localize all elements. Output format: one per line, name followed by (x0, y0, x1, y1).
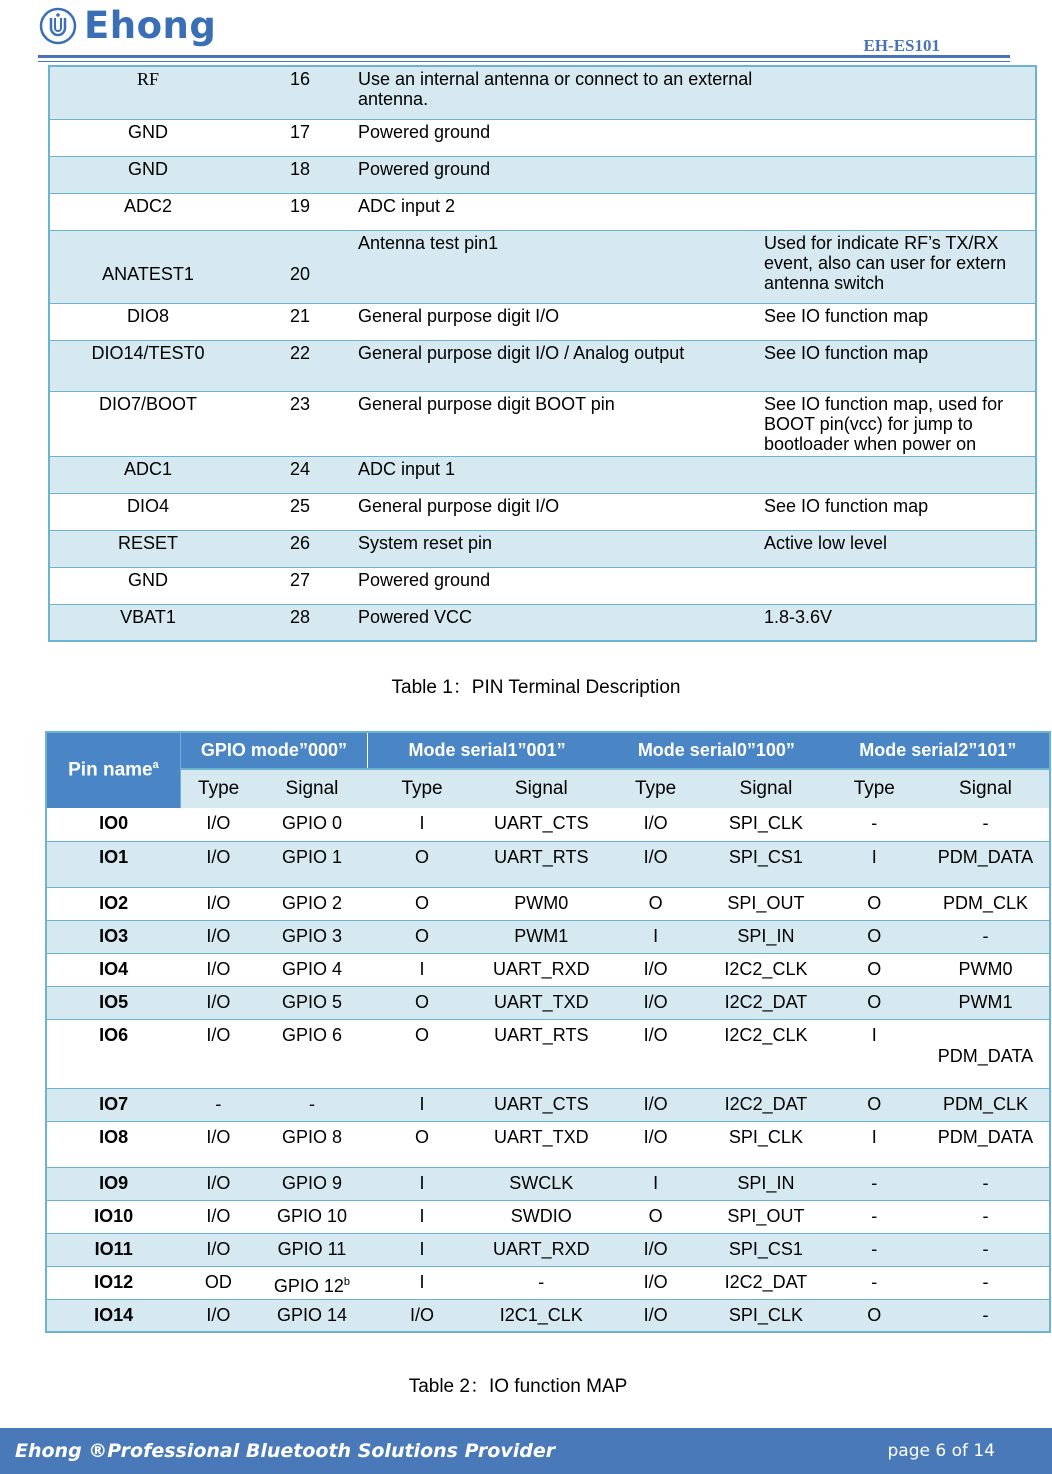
pin-number-cell: 18 (246, 156, 354, 193)
io-type-cell: I/O (180, 920, 256, 953)
pin-row (49, 340, 1036, 391)
io-pin-name-cell: IO4 (46, 953, 180, 986)
io-signal-cell: UART_TXD (477, 986, 607, 1019)
io-pin-name-cell: IO5 (46, 986, 180, 1019)
io-type-cell: I/O (180, 808, 256, 841)
io-type-cell: I (606, 1167, 705, 1200)
pin-number-cell: 27 (246, 567, 354, 604)
io-pin-name-cell: IO9 (46, 1167, 180, 1200)
pin-note-cell: Used for indicate RF’s TX/RX event, also can user for extern antenna switch (760, 230, 1036, 303)
pin-description-cell: Antenna test pin1 (354, 230, 760, 303)
io-signal-cell: PWM0 (477, 887, 607, 920)
pin-row (49, 567, 1036, 604)
document-number: EH-ES101 (863, 36, 940, 55)
pin-description-cell: Powered ground (354, 119, 760, 156)
type-header: Type (180, 769, 256, 808)
header-divider (38, 55, 1010, 58)
pin-name-cell: ADC1 (49, 456, 246, 493)
io-signal-cell: GPIO 11 (256, 1233, 367, 1266)
io-signal-cell: SWCLK (477, 1167, 607, 1200)
pin-number-cell: 16 (246, 66, 354, 119)
io-type-cell: O (827, 1299, 922, 1332)
pin-description-cell: General purpose digit I/O / Analog output (354, 340, 760, 391)
pin-note-cell (760, 193, 1036, 230)
ehong-logo-icon (38, 6, 78, 46)
io-pin-name-cell: IO6 (46, 1019, 180, 1088)
io-row (46, 887, 1050, 920)
io-type-cell: I/O (180, 953, 256, 986)
pin-number-cell: 20 (246, 230, 354, 303)
pin-note-cell (760, 66, 1036, 119)
io-signal-cell: - (922, 808, 1050, 841)
io-type-cell: O (827, 986, 922, 1019)
pin-name-cell: DIO14/TEST0 (49, 340, 246, 391)
io-signal-cell: I2C2_CLK (705, 953, 826, 986)
io-type-cell: I/O (606, 841, 705, 887)
type-header: Type (368, 769, 477, 808)
io-type-cell: I/O (606, 1266, 705, 1299)
pin-name-cell: GND (49, 119, 246, 156)
pin-name-cell: DIO7/BOOT (49, 391, 246, 456)
io-signal-cell: I2C1_CLK (477, 1299, 607, 1332)
io-type-cell: - (827, 1266, 922, 1299)
io-signal-cell: SPI_CLK (705, 1299, 826, 1332)
io-signal-cell: I2C2_CLK (705, 1019, 826, 1088)
pin-number-cell: 19 (246, 193, 354, 230)
pin-description-cell: Powered VCC (354, 604, 760, 641)
io-signal-cell: SPI_OUT (705, 1200, 826, 1233)
io-row (46, 1121, 1050, 1167)
io-signal-cell: SPI_CS1 (705, 1233, 826, 1266)
page-footer (0, 1428, 1052, 1474)
footnote-marker: b (343, 1275, 351, 1288)
pin-row (49, 391, 1036, 456)
io-type-cell: I/O (606, 1233, 705, 1266)
io-signal-cell: GPIO 4 (256, 953, 367, 986)
pin-row (49, 303, 1036, 340)
io-row (46, 1088, 1050, 1121)
io-type-cell: I (368, 1233, 477, 1266)
pin-description-cell: ADC input 1 (354, 456, 760, 493)
signal-header: Signal (256, 769, 367, 808)
mode-serial2-header: Mode serial2”101” (827, 732, 1050, 769)
pin-row (49, 156, 1036, 193)
pin-number-cell: 22 (246, 340, 354, 391)
pin-name-cell: DIO8 (49, 303, 246, 340)
io-signal-cell: PWM1 (922, 986, 1050, 1019)
pin-name-cell: GND (49, 156, 246, 193)
pin-note-cell (760, 456, 1036, 493)
io-type-cell: OD (180, 1266, 256, 1299)
io-type-cell: I (827, 841, 922, 887)
pin-name-cell: DIO4 (49, 493, 246, 530)
pin-name-cell: RESET (49, 530, 246, 567)
pin-name-cell: ANATEST1 (49, 230, 246, 303)
io-signal-cell: - (922, 920, 1050, 953)
page-number: page 6 of 14 (887, 1441, 995, 1461)
io-type-cell: I/O (606, 986, 705, 1019)
io-signal-cell: I2C2_DAT (705, 986, 826, 1019)
io-type-cell: I (368, 953, 477, 986)
io-signal-cell: GPIO 10 (256, 1200, 367, 1233)
io-type-cell: I/O (606, 1121, 705, 1167)
io-signal-cell: PDM_CLK (922, 1088, 1050, 1121)
io-signal-cell: GPIO 1 (256, 841, 367, 887)
io-signal-cell: UART_CTS (477, 1088, 607, 1121)
io-signal-cell: PWM1 (477, 920, 607, 953)
io-pin-name-cell: IO2 (46, 887, 180, 920)
io-type-cell: I/O (606, 1299, 705, 1332)
pin-description-cell: General purpose digit I/O (354, 493, 760, 530)
pin-number-cell: 28 (246, 604, 354, 641)
io-signal-cell: GPIO 5 (256, 986, 367, 1019)
io-row (46, 1299, 1050, 1332)
io-row (46, 1167, 1050, 1200)
pin-note-cell: See IO function map (760, 493, 1036, 530)
pin-row (49, 193, 1036, 230)
io-type-cell: O (368, 920, 477, 953)
io-signal-cell: - (922, 1233, 1050, 1266)
io-function-table (45, 731, 1051, 1333)
io-type-cell: I (368, 1088, 477, 1121)
io-signal-cell: - (922, 1299, 1050, 1332)
io-pin-name-cell: IO0 (46, 808, 180, 841)
io-signal-cell: SPI_IN (705, 920, 826, 953)
io-type-cell: O (827, 953, 922, 986)
io-pin-name-cell: IO1 (46, 841, 180, 887)
pin-description-cell: System reset pin (354, 530, 760, 567)
io-row (46, 841, 1050, 887)
io-signal-cell: SPI_CLK (705, 808, 826, 841)
pin-row (49, 604, 1036, 641)
pin-name-cell: RF (49, 66, 246, 119)
io-signal-cell: PDM_CLK (922, 887, 1050, 920)
pin-number-cell: 21 (246, 303, 354, 340)
io-type-cell: O (368, 841, 477, 887)
pin-note-cell (760, 156, 1036, 193)
pin-row (49, 66, 1036, 119)
io-signal-cell: I2C2_DAT (705, 1088, 826, 1121)
io-signal-cell: - (477, 1266, 607, 1299)
io-signal-cell: UART_RTS (477, 1019, 607, 1088)
table1-caption: Table 1：PIN Terminal Description (391, 677, 681, 698)
pin-number-cell: 17 (246, 119, 354, 156)
io-type-cell: I (606, 920, 705, 953)
io-row (46, 920, 1050, 953)
io-type-cell: I/O (606, 808, 705, 841)
pin-number-cell: 26 (246, 530, 354, 567)
pin-row (49, 493, 1036, 530)
pin-description-cell: Powered ground (354, 567, 760, 604)
pin-note-cell (760, 119, 1036, 156)
io-row (46, 1233, 1050, 1266)
io-signal-cell: - (256, 1088, 367, 1121)
pin-description-cell: General purpose digit BOOT pin (354, 391, 760, 456)
io-type-cell: I/O (180, 1233, 256, 1266)
io-pin-name-cell: IO12 (46, 1266, 180, 1299)
io-signal-cell: SPI_IN (705, 1167, 826, 1200)
pin-row (49, 530, 1036, 567)
pin-note-cell: Active low level (760, 530, 1036, 567)
io-type-cell: O (606, 1200, 705, 1233)
io-signal-cell: - (922, 1200, 1050, 1233)
io-pin-name-cell: IO14 (46, 1299, 180, 1332)
io-type-cell: I (827, 1121, 922, 1167)
io-pin-name-cell: IO11 (46, 1233, 180, 1266)
io-signal-cell: UART_RXD (477, 953, 607, 986)
io-type-cell: O (606, 887, 705, 920)
page-header (0, 0, 1052, 70)
io-row (46, 808, 1050, 841)
pin-description-cell: Powered ground (354, 156, 760, 193)
pin-note-cell (760, 567, 1036, 604)
io-type-cell: I (368, 1266, 477, 1299)
io-signal-cell: PDM_DATA (922, 1019, 1050, 1088)
io-signal-cell: GPIO 9 (256, 1167, 367, 1200)
io-type-cell: I/O (180, 1200, 256, 1233)
io-type-cell: - (827, 1167, 922, 1200)
io-signal-cell: SPI_CLK (705, 1121, 826, 1167)
io-row (46, 1200, 1050, 1233)
pin-description-cell: Use an internal antenna or connect to an external antenna. (354, 66, 760, 119)
type-header: Type (606, 769, 705, 808)
io-signal-cell: UART_CTS (477, 808, 607, 841)
io-type-cell: O (827, 920, 922, 953)
io-type-cell: O (827, 1088, 922, 1121)
pin-number-cell: 25 (246, 493, 354, 530)
pin-row (49, 456, 1036, 493)
io-signal-text: GPIO 12 (273, 1275, 344, 1296)
mode-serial0-header: Mode serial0”100” (606, 732, 827, 769)
io-signal-cell: - (922, 1266, 1050, 1299)
io-type-cell: I (368, 808, 477, 841)
io-pin-name-cell: IO10 (46, 1200, 180, 1233)
pin-row (49, 119, 1036, 156)
io-signal-cell: UART_TXD (477, 1121, 607, 1167)
pin-note-cell: See IO function map, used for BOOT pin(vcc) for jump to bootloader when power on (760, 391, 1036, 456)
io-type-cell: - (827, 808, 922, 841)
io-type-cell: - (827, 1200, 922, 1233)
io-type-cell: O (827, 887, 922, 920)
io-signal-cell: SWDIO (477, 1200, 607, 1233)
io-type-cell: I/O (180, 1019, 256, 1088)
io-signal-cell: GPIO 2 (256, 887, 367, 920)
io-signal-cell: PDM_DATA (922, 1121, 1050, 1167)
footer-tagline: Ehong ®Professional Bluetooth Solutions Provider (15, 1440, 556, 1462)
io-signal-cell (256, 1266, 367, 1299)
io-type-cell: I (368, 1167, 477, 1200)
io-signal-cell: PDM_DATA (922, 841, 1050, 887)
io-signal-cell: SPI_CS1 (705, 841, 826, 887)
io-type-cell: O (368, 1121, 477, 1167)
pin-name-cell: ADC2 (49, 193, 246, 230)
pin-note-cell: See IO function map (760, 303, 1036, 340)
io-signal-cell: GPIO 3 (256, 920, 367, 953)
signal-header: Signal (477, 769, 607, 808)
io-signal-cell: GPIO 8 (256, 1121, 367, 1167)
pin-number-cell: 24 (246, 456, 354, 493)
pin-terminal-table (48, 65, 1037, 642)
table2-caption: Table 2：IO function MAP (408, 1376, 628, 1397)
io-type-cell: I (368, 1200, 477, 1233)
pin-row (49, 230, 1036, 303)
io-signal-cell: GPIO 6 (256, 1019, 367, 1088)
io-signal-cell: SPI_OUT (705, 887, 826, 920)
io-type-cell: O (368, 986, 477, 1019)
signal-header: Signal (705, 769, 826, 808)
io-row (46, 953, 1050, 986)
io-type-cell: O (368, 887, 477, 920)
mode-gpio-header: GPIO mode”000” (180, 732, 367, 769)
io-signal-cell: GPIO 0 (256, 808, 367, 841)
io-signal-cell: I2C2_DAT (705, 1266, 826, 1299)
io-type-cell: I/O (180, 1121, 256, 1167)
io-type-cell: I/O (180, 1167, 256, 1200)
io-type-cell: I/O (180, 1299, 256, 1332)
io-type-cell: I/O (606, 1088, 705, 1121)
io-type-cell: O (368, 1019, 477, 1088)
io-row (46, 1266, 1050, 1299)
io-signal-cell: - (922, 1167, 1050, 1200)
io-type-cell: I (827, 1019, 922, 1088)
header-divider-thin (38, 61, 1010, 62)
pin-description-cell: General purpose digit I/O (354, 303, 760, 340)
io-pin-name-cell: IO8 (46, 1121, 180, 1167)
io-type-cell: I/O (180, 986, 256, 1019)
io-type-cell: - (180, 1088, 256, 1121)
io-type-cell: I/O (180, 887, 256, 920)
io-type-cell: I/O (180, 841, 256, 887)
io-pin-name-cell: IO7 (46, 1088, 180, 1121)
pin-number-cell: 23 (246, 391, 354, 456)
io-type-cell: I/O (606, 1019, 705, 1088)
pin-description-cell: ADC input 2 (354, 193, 760, 230)
mode-serial1-header: Mode serial1”001” (368, 732, 607, 769)
io-type-cell: I/O (606, 953, 705, 986)
io-signal-cell: UART_RXD (477, 1233, 607, 1266)
logo-text: Ehong (84, 4, 217, 47)
pin-name-header: Pin name$^a$ (46, 732, 180, 808)
io-row (46, 1019, 1050, 1088)
pin-name-cell: GND (49, 567, 246, 604)
pin-note-cell: See IO function map (760, 340, 1036, 391)
pin-name-cell: VBAT1 (49, 604, 246, 641)
io-pin-name-cell: IO3 (46, 920, 180, 953)
signal-header: Signal (922, 769, 1050, 808)
io-row (46, 986, 1050, 1019)
io-type-cell: I/O (368, 1299, 477, 1332)
io-signal-cell: UART_RTS (477, 841, 607, 887)
io-type-cell: - (827, 1233, 922, 1266)
type-header: Type (827, 769, 922, 808)
pin-note-cell: 1.8-3.6V (760, 604, 1036, 641)
io-signal-cell: PWM0 (922, 953, 1050, 986)
company-logo (38, 4, 216, 47)
io-signal-cell: GPIO 14 (256, 1299, 367, 1332)
